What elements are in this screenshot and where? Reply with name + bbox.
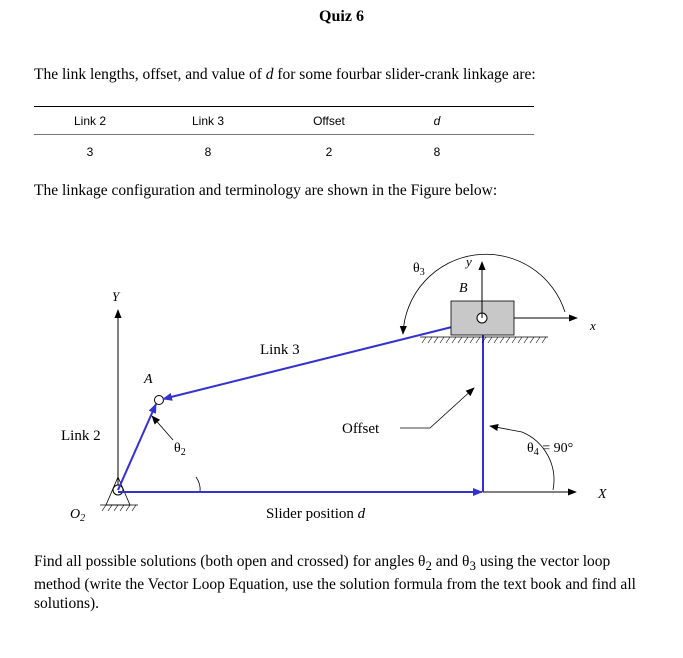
question-theta2-sub: 2 bbox=[425, 558, 432, 574]
intro-before: The link lengths, offset, and value of bbox=[34, 66, 266, 83]
local-x-label: x bbox=[590, 318, 596, 333]
intro-after: for some fourbar slider-crank linkage are: bbox=[273, 66, 536, 83]
value-link3: 8 bbox=[204, 145, 212, 159]
link2-label: Link 2 bbox=[61, 428, 101, 444]
header-offset: Offset bbox=[313, 114, 345, 128]
link2-vector bbox=[118, 404, 156, 490]
link3-vector bbox=[163, 320, 480, 399]
theta2-leader bbox=[152, 416, 173, 440]
question-part1: Find all possible solutions (both open and crossed) for angles bbox=[34, 553, 419, 570]
point-b-label: B bbox=[459, 281, 468, 296]
question-theta2: θ bbox=[418, 553, 426, 570]
o2-label: $O_2$ bbox=[70, 507, 86, 524]
page-title: Quiz 6 bbox=[319, 8, 364, 25]
question-and: and bbox=[431, 553, 463, 570]
value-d: 8 bbox=[433, 145, 441, 159]
question-part2: using the vector loop method (write the Vector Loop Equation, use the solution formula from the text book and find all solutions). bbox=[34, 553, 636, 613]
header-link2: Link 2 bbox=[73, 114, 107, 128]
point-a-label: A bbox=[144, 372, 153, 387]
local-y-label: y bbox=[466, 254, 472, 269]
global-y-label: Y bbox=[112, 289, 120, 304]
header-d: d bbox=[433, 114, 441, 128]
theta2-label: $\theta_2$ bbox=[174, 441, 186, 458]
theta4-leader bbox=[490, 426, 522, 432]
question-text bbox=[34, 552, 644, 613]
intro-var-d: d bbox=[265, 66, 274, 83]
theta2-arc bbox=[196, 477, 200, 492]
value-link2: 3 bbox=[86, 145, 94, 159]
link3-label: Link 3 bbox=[260, 342, 300, 358]
figure-intro-text: The linkage configuration and terminology are shown in the Figure below: bbox=[34, 182, 498, 199]
question-theta3-sub: 3 bbox=[469, 558, 476, 574]
offset-leader bbox=[400, 388, 474, 428]
ground-pivot-o2 bbox=[100, 477, 138, 511]
value-offset: 2 bbox=[325, 145, 333, 159]
theta4-label: $\theta_4 = 90^\circ$ bbox=[527, 441, 574, 458]
question-theta3: θ bbox=[462, 553, 470, 570]
offset-label: Offset bbox=[342, 421, 380, 437]
global-x-label: X bbox=[598, 487, 607, 502]
header-link3: Link 3 bbox=[191, 114, 225, 128]
slider-position-label: Slider position d bbox=[266, 506, 366, 522]
theta3-label: $\theta_3$ bbox=[413, 261, 425, 278]
joint-a bbox=[155, 396, 164, 405]
